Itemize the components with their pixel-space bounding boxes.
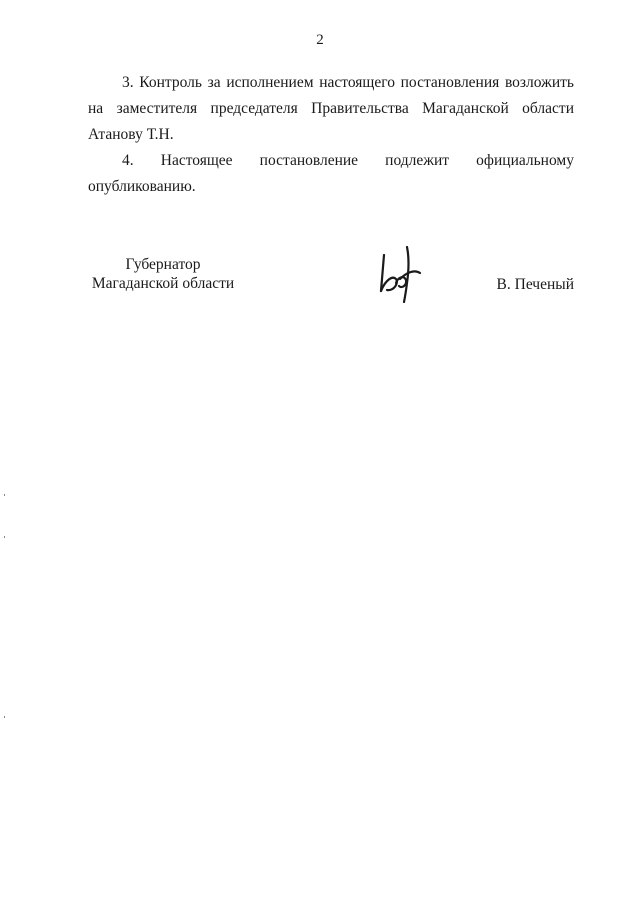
paragraph-3-line-1: 3. Контроль за исполнением настоящего постановления возложить bbox=[122, 74, 574, 91]
signatory-name: В. Печеный bbox=[496, 276, 574, 293]
paragraph-4 bbox=[88, 148, 574, 200]
signatory-title-line-2: Магаданской области bbox=[91, 275, 235, 292]
paragraph-4-line-2: опубликованию. bbox=[88, 178, 196, 195]
paragraph-4-line-1: 4. Настоящее постановление подлежит официальному bbox=[122, 152, 574, 169]
scan-edge-mark bbox=[4, 536, 5, 538]
signatory-title-line-1: Губернатор bbox=[125, 256, 201, 273]
paragraph-3 bbox=[88, 70, 574, 148]
scan-edge-mark bbox=[4, 494, 5, 496]
scan-edge-mark bbox=[4, 716, 5, 718]
page-number: 2 bbox=[316, 32, 324, 48]
document-body bbox=[88, 70, 574, 200]
signatory-title bbox=[88, 255, 238, 293]
handwritten-signature-icon bbox=[376, 239, 428, 303]
signature-block bbox=[88, 253, 574, 313]
paragraph-3-line-2: на заместителя председателя Правительства Магаданской области bbox=[88, 100, 574, 117]
paragraph-3-line-3: Атанову Т.Н. bbox=[88, 126, 174, 143]
